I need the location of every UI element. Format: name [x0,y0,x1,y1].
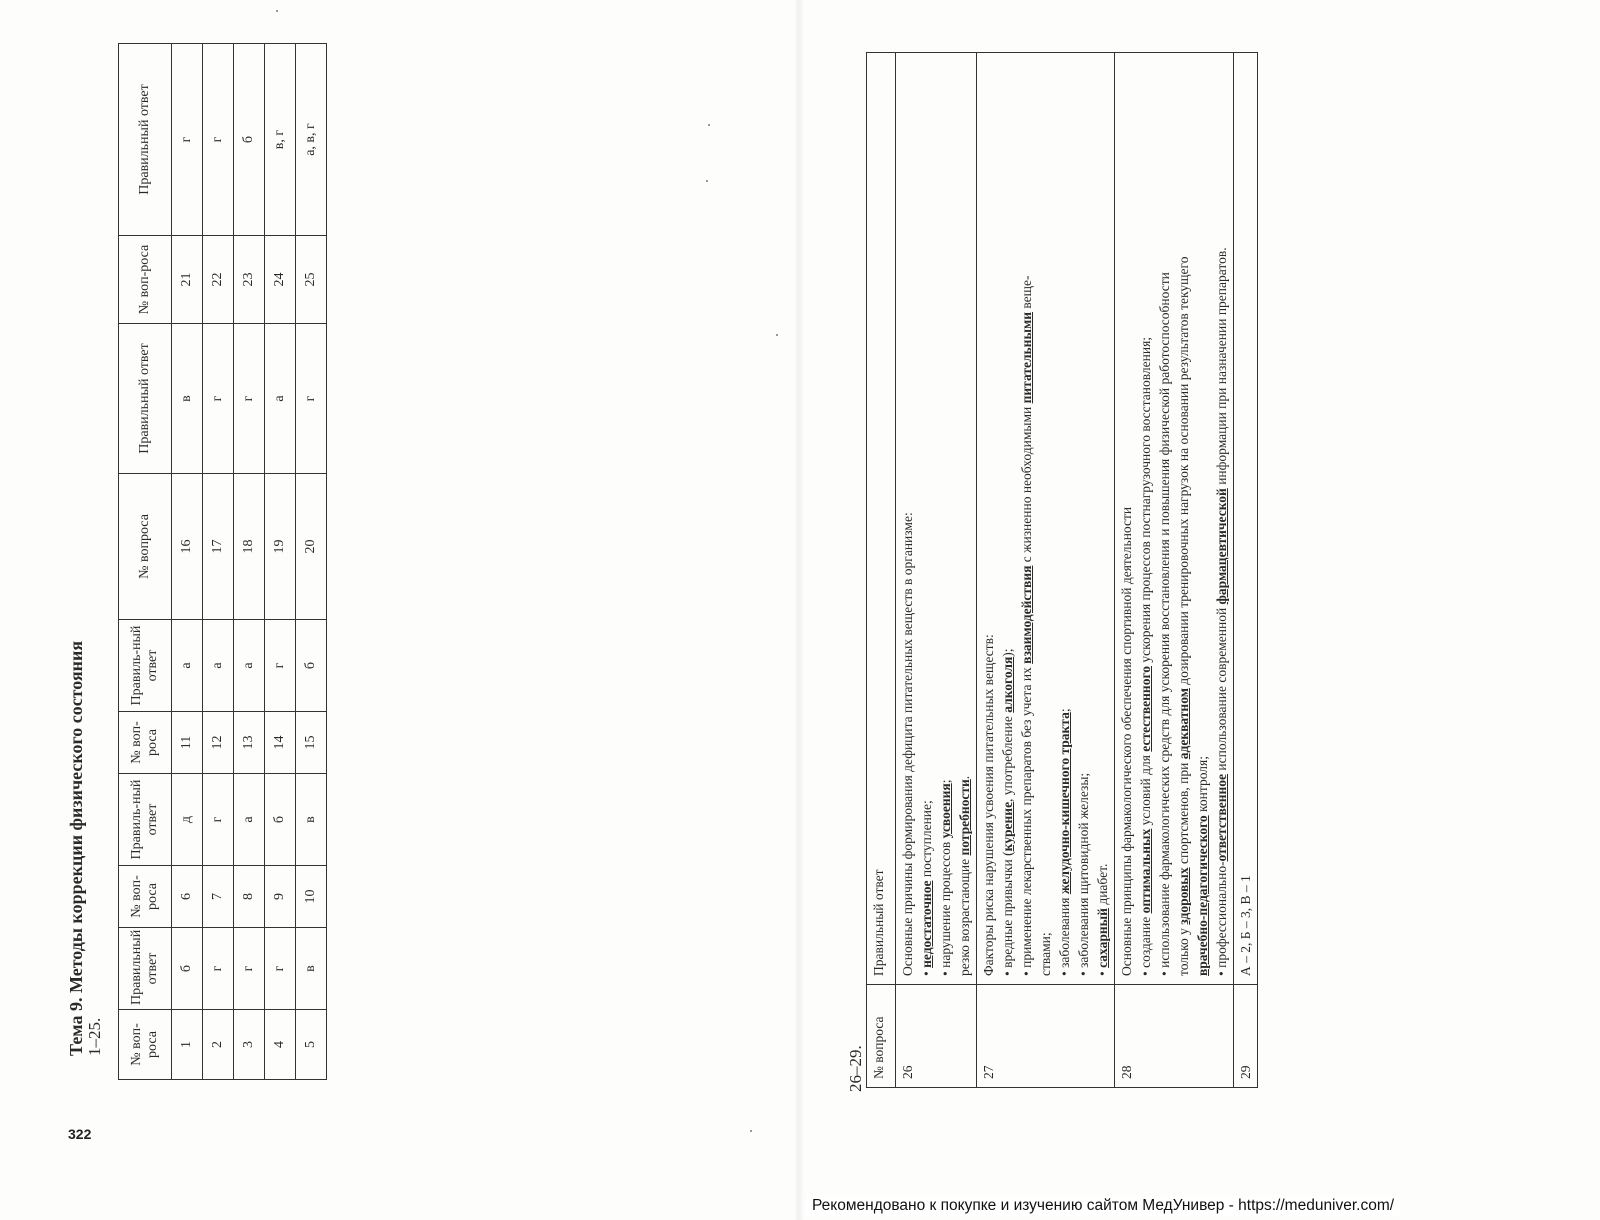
range-label-2-block [846,1045,866,1092]
grid-header-a3: Правиль-ный ответ [119,620,172,712]
answer-line: • использование фармакологических средств для ускорения восстановления и повышения физической работоспособности [1157,272,1172,976]
grid-cell: 15 [296,712,327,774]
answer-line: Основные причины формирования дефицита питательных веществ в организме: [900,512,915,976]
grid-cell: 22 [203,236,234,324]
grid-cell: 10 [296,866,327,928]
range-label-2: 26–29. [846,1045,865,1092]
answer-grid-table [118,43,327,1080]
answer-line: врачебно-педагогического контроля; [1195,756,1210,976]
grid-cell: 5 [296,1010,327,1080]
scan-speck [750,1130,752,1132]
page-number: 322 [68,1126,92,1142]
answer-line: • применение лекарственных препаратов без учета их взаимодействия с жизненно необходимыми питательными веще- [1019,275,1034,976]
grid-cell: г [203,774,234,866]
range-label-1: 1–25. [85,1017,104,1056]
grid-row [203,44,234,1080]
answers-header-q: № вопроса [867,985,896,1088]
grid-cell: г [234,324,265,474]
grid-cell: 11 [172,712,203,774]
grid-header-row [119,44,172,1080]
grid-cell: 4 [265,1010,296,1080]
grid-cell: г [265,928,296,1010]
grid-cell: г [296,324,327,474]
scan-speck [776,334,778,336]
grid-cell: г [172,44,203,236]
answer-text [896,53,977,985]
grid-cell: 18 [234,474,265,620]
grid-cell: г [234,928,265,1010]
grid-cell: б [172,928,203,1010]
answer-line: • заболевания щитовидной железы; [1076,772,1091,976]
book-fold [794,0,804,1220]
grid-header-q1: № воп-роса [119,1010,172,1080]
answer-grid-wrapper [118,43,327,1080]
grid-cell: в, г [265,44,296,236]
answer-row-27 [977,53,1115,1088]
answer-question-number: 29 [1234,985,1258,1088]
answer-line: • профессионально-ответственное использование современной фармацевтической информации при назначении препаратов. [1214,247,1229,976]
grid-cell: 7 [203,866,234,928]
grid-cell: г [265,620,296,712]
answer-question-number: 26 [896,985,977,1088]
grid-cell: 20 [296,474,327,620]
grid-cell: а [265,324,296,474]
grid-cell: 21 [172,236,203,324]
grid-header-a4: Правильный ответ [119,324,172,474]
answers-table [866,52,1258,1088]
answer-line: ствами; [1038,932,1053,976]
grid-cell: 2 [203,1010,234,1080]
grid-header-q2: № воп-роса [119,866,172,928]
answer-line: • заболевания желудочно-кишечного тракта; [1057,708,1072,976]
answer-row-28 [1115,53,1234,1088]
answer-line: резко возрастающие потребности. [957,775,972,976]
grid-row [234,44,265,1080]
answer-row-26 [896,53,977,1088]
grid-header-a2: Правиль-ный ответ [119,774,172,866]
answer-line: Факторы риска нарушения усвоения питательных веществ: [981,634,996,976]
scan-speck [276,10,278,12]
grid-header-q5: № воп-роса [119,236,172,324]
grid-cell: г [203,44,234,236]
grid-cell: а [234,620,265,712]
grid-cell: 1 [172,1010,203,1080]
scan-speck [706,180,708,182]
topic-title: Тема 9. Методы коррекции физического состояния [66,640,86,1056]
grid-cell: 16 [172,474,203,620]
grid-cell: 25 [296,236,327,324]
grid-cell: а [234,774,265,866]
grid-cell: г [203,324,234,474]
grid-cell: 3 [234,1010,265,1080]
watermark-banner: Рекомендовано к покупке и изучению сайтом МедУнивер - https://meduniver.com/ [806,1196,1400,1216]
grid-row [296,44,327,1080]
answer-text [1234,53,1258,985]
grid-cell: а [203,620,234,712]
grid-cell: 6 [172,866,203,928]
answers-header-row [867,53,896,1088]
answer-line: • вредные привычки (курение, употребление алкоголя); [1000,648,1015,976]
grid-cell: 9 [265,866,296,928]
grid-row [172,44,203,1080]
answer-line: • сахарный диабет. [1095,863,1110,976]
grid-cell: 19 [265,474,296,620]
grid-cell: 13 [234,712,265,774]
grid-cell: 14 [265,712,296,774]
grid-cell: 12 [203,712,234,774]
grid-cell: г [203,928,234,1010]
answer-row-29 [1234,53,1258,1088]
answer-text [977,53,1115,985]
scan-speck [708,124,710,126]
grid-header-a1: Правильный ответ [119,928,172,1010]
answer-question-number: 27 [977,985,1115,1088]
grid-cell: а, в, г [296,44,327,236]
grid-cell: 8 [234,866,265,928]
grid-header-q4: № вопроса [119,474,172,620]
grid-row [265,44,296,1080]
grid-header-q3: № воп-роса [119,712,172,774]
answer-line: • недостаточное поступление; [919,800,934,976]
grid-cell: а [172,620,203,712]
answer-line: А – 2, Б – 3, В – 1 [1238,875,1253,976]
answers-table-wrapper [866,52,1258,1088]
answer-line: • нарушение процессов усвоения; [938,779,953,976]
answer-line: только у здоровых спортсменов, при адекватном дозировании тренировочных нагрузок на основании результатов текущего [1176,256,1191,976]
grid-cell: 17 [203,474,234,620]
grid-cell: д [172,774,203,866]
grid-cell: 23 [234,236,265,324]
grid-cell: б [296,620,327,712]
grid-cell: б [234,44,265,236]
answer-text [1115,53,1234,985]
grid-cell: 24 [265,236,296,324]
topic-title-block [66,641,105,1056]
grid-cell: в [296,928,327,1010]
grid-cell: в [172,324,203,474]
grid-header-a5: Правильный ответ [119,44,172,236]
grid-cell: б [265,774,296,866]
grid-cell: в [296,774,327,866]
answer-line: • создание оптимальных условий для естественного ускорения процессов постнагрузочного восстановления; [1138,336,1153,976]
answer-line: Основные принципы фармакологического обеспечения спортивной деятельности [1119,506,1134,976]
answers-header-a: Правильный ответ [867,53,896,985]
answer-question-number: 28 [1115,985,1234,1088]
